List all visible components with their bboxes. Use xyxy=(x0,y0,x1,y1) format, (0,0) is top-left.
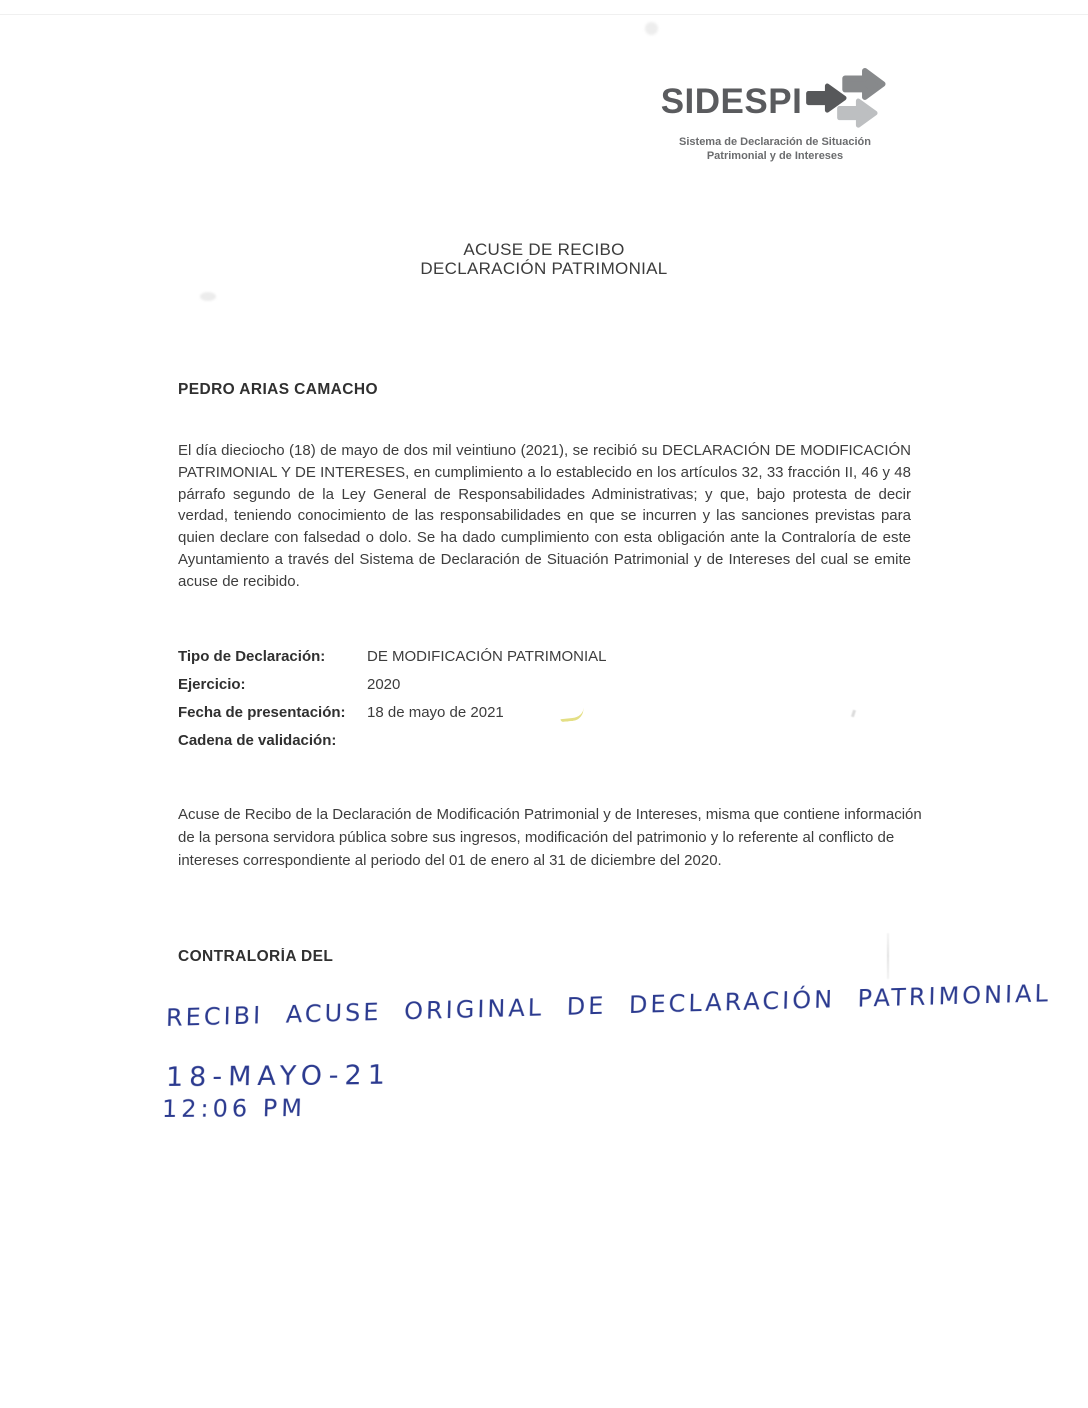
document-title-line1: ACUSE DE RECIBO xyxy=(463,240,625,259)
field-label: Fecha de presentación: xyxy=(178,704,346,721)
field-row-fecha-presentacion xyxy=(178,704,606,732)
field-row-ejercicio xyxy=(178,676,606,704)
scan-speck xyxy=(645,22,658,35)
logo-tagline-line1: Sistema de Declaración de Situación xyxy=(679,136,871,148)
handwritten-time: 12:06 PM xyxy=(161,1093,307,1124)
handwritten-note-line1: RECIBI ACUSE ORIGINAL DE DECLARACIÓN PATRIMONIAL xyxy=(165,979,1052,1033)
faint-vertical-pen-mark xyxy=(887,933,889,979)
sidespi-logo-text: SIDESPI xyxy=(660,81,803,121)
document-title-line2: DECLARACIÓN PATRIMONIAL xyxy=(420,259,668,278)
body-paragraph: El día dieciocho (18) de mayo de dos mil veintiuno (2021), se recibió su DECLARACIÓN DE MODIFICACIÓN PATRIMONIAL Y DE INTERESES, en cumplimiento a lo establecido en los artículos 32, 33 fracción II, 46 y 48 párrafo segundo de la Ley General de Responsabilidades Administrativas; y que, bajo protesta de decir verdad, teniendo conocimiento de las responsabilidades en que se incurren y las sanciones previstas para quien declare con falsedad o dolo. Se ha dado cumplimiento con esta obligación ante la Contraloría de este Ayuntamiento a través del Sistema de Declaración de Situación Patrimonial y de Intereses del cual se emite acuse de recibido. xyxy=(178,442,911,590)
summary-paragraph: Acuse de Recibo de la Declaración de Modificación Patrimonial y de Intereses, misma que contiene información de la persona servidora pública sobre sus ingresos, modificación del patrimonio y lo referente al conflicto de intereses correspondiente al periodo del 01 de enero al 31 de diciembre del 2020. xyxy=(178,806,922,870)
field-label: Tipo de Declaración: xyxy=(178,648,326,665)
field-label: Cadena de validación: xyxy=(178,732,337,749)
handwritten-date: 18-MAYO-21 xyxy=(165,1059,392,1094)
contraloria-label: CONTRALORÍA DEL xyxy=(178,948,334,965)
scan-edge-line xyxy=(0,14,1088,15)
declaration-fields xyxy=(178,648,606,760)
field-value: 2020 xyxy=(367,676,401,693)
field-label: Ejercicio: xyxy=(178,676,246,693)
field-value: DE MODIFICACIÓN PATRIMONIAL xyxy=(367,648,607,665)
sidespi-logo xyxy=(650,68,900,163)
document-title xyxy=(0,240,1088,278)
field-row-tipo-declaracion xyxy=(178,648,606,676)
scan-speck xyxy=(851,710,856,718)
field-value: 18 de mayo de 2021 xyxy=(367,704,504,721)
field-row-cadena-validacion xyxy=(178,732,606,760)
recipient-name: PEDRO ARIAS CAMACHO xyxy=(178,381,378,398)
scan-speck xyxy=(200,292,216,301)
triple-arrow-right-icon xyxy=(805,68,889,135)
logo-tagline-line2: Patrimonial y de Intereses xyxy=(706,149,844,162)
